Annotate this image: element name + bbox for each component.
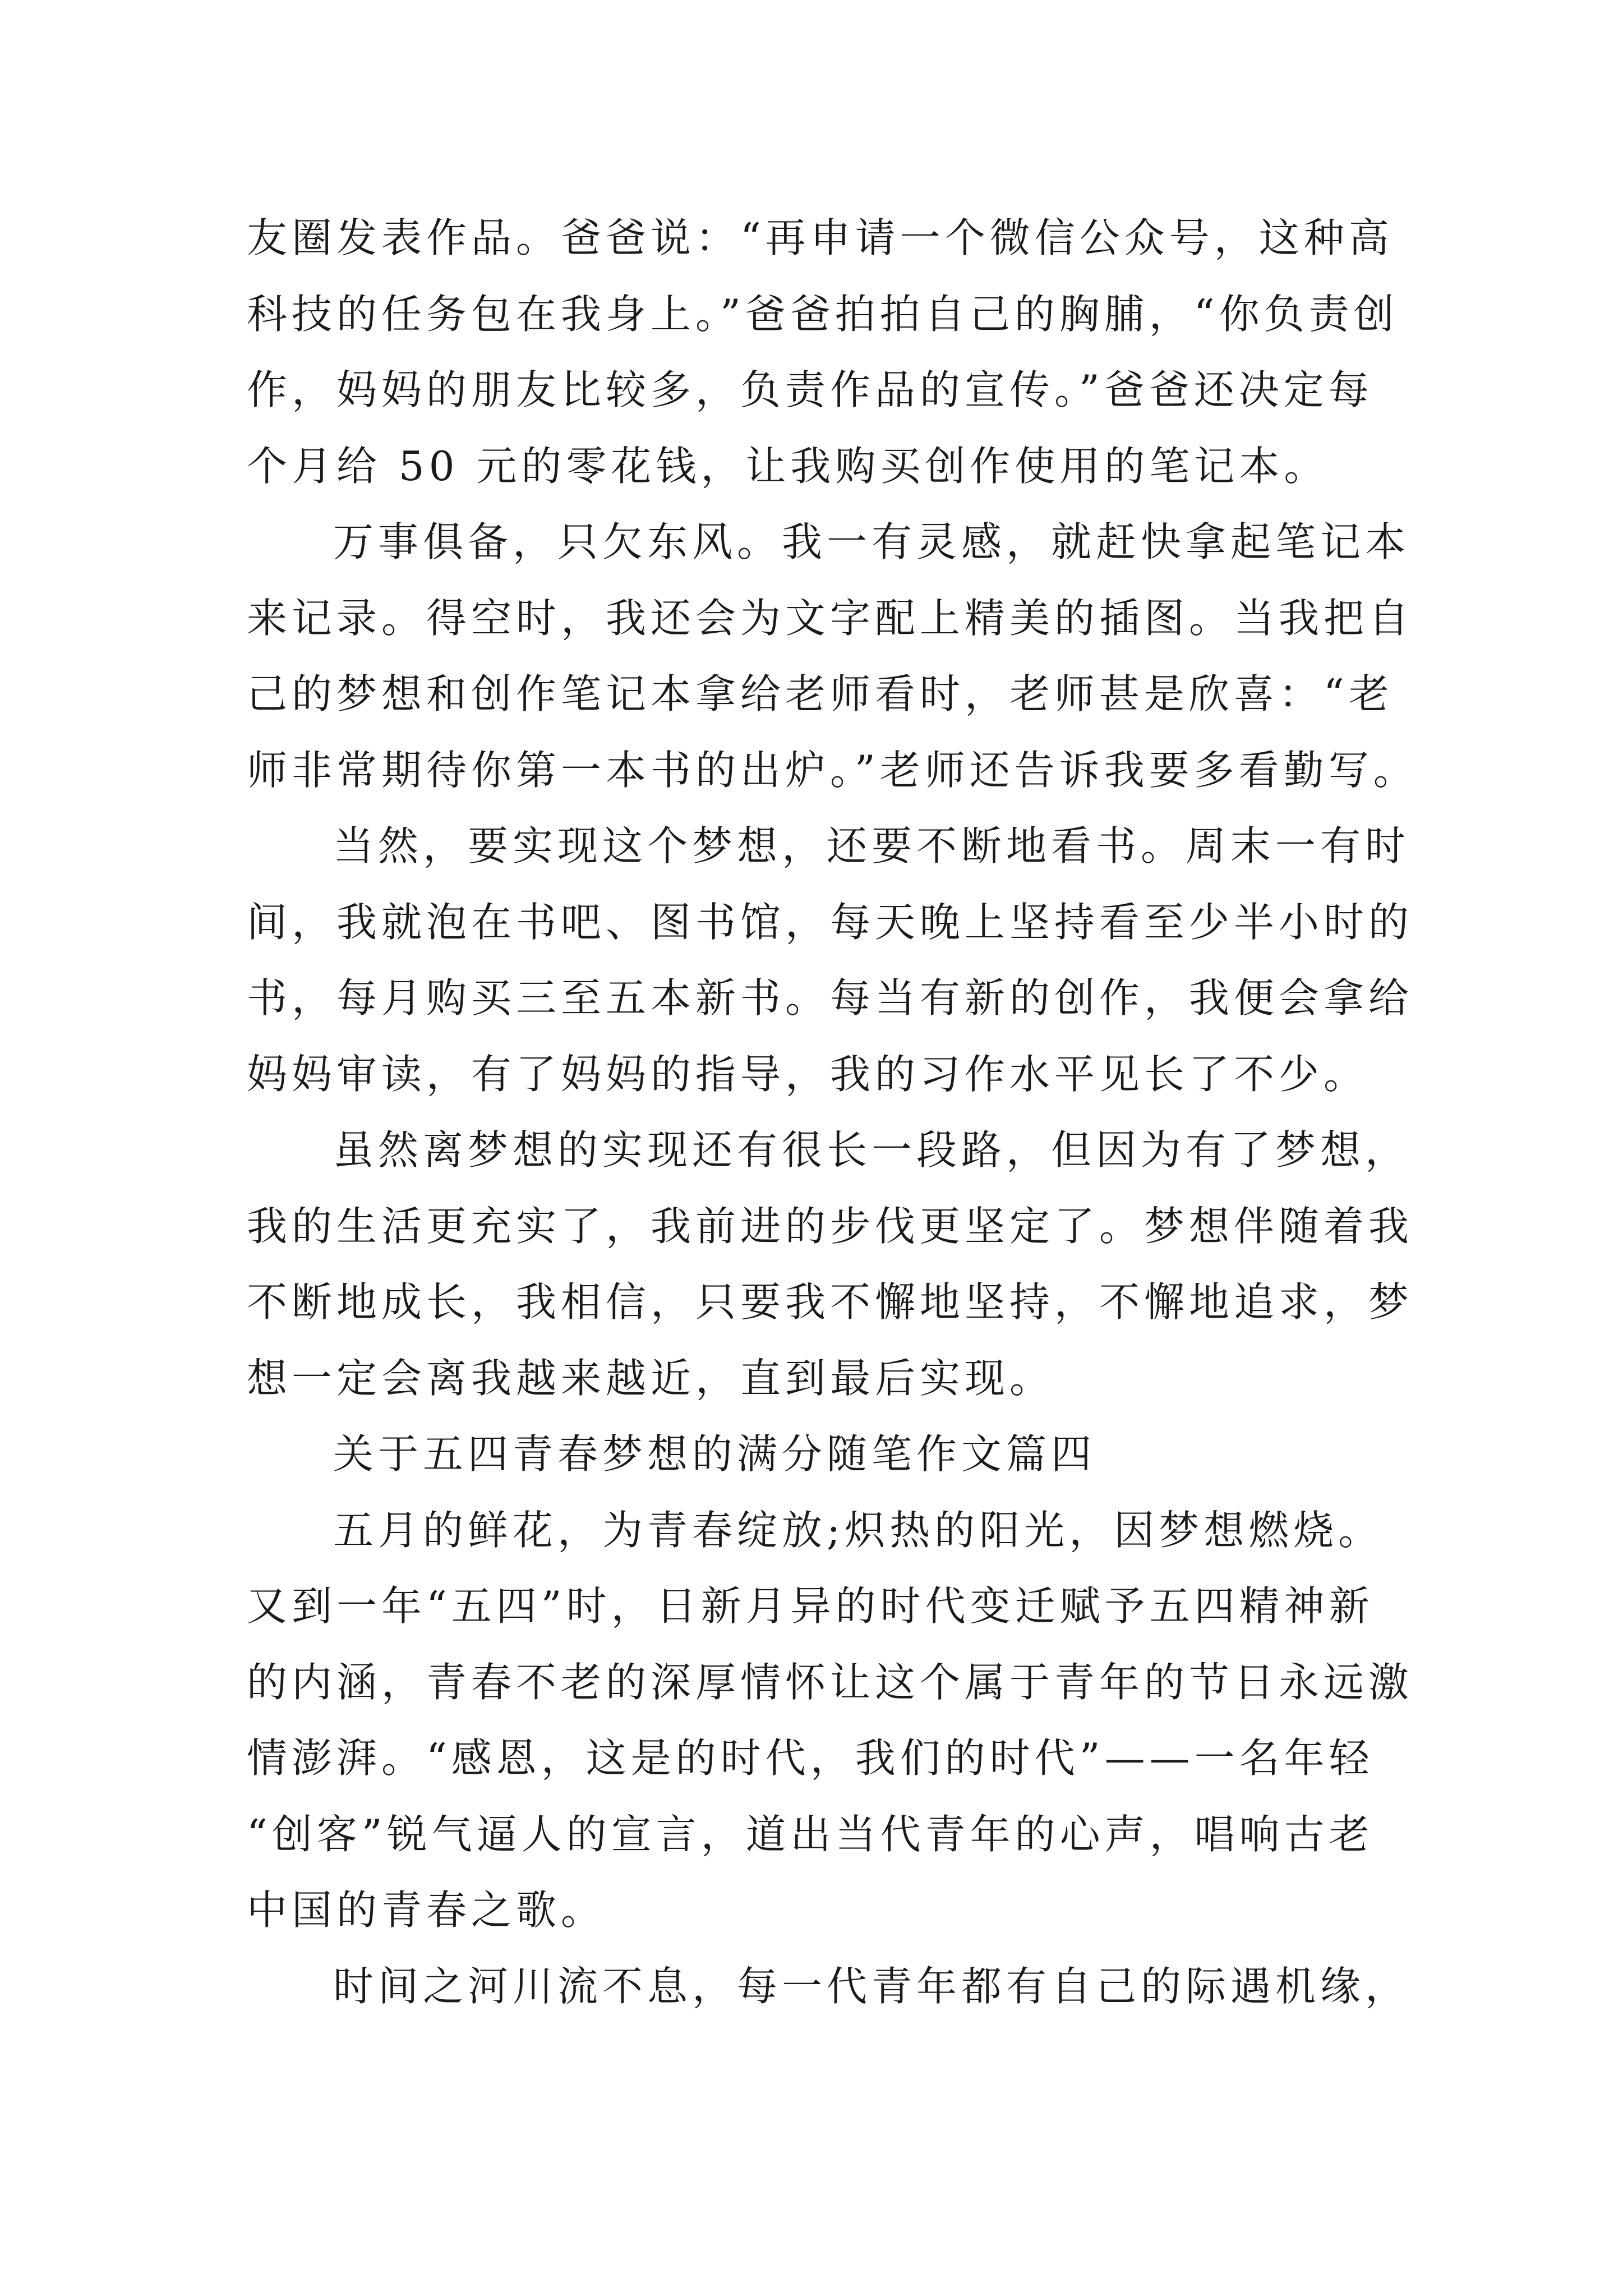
text-line: 个月给 50 元的零花钱，让我购买创作使用的笔记本。 (247, 443, 1329, 490)
text-line: 的内涵，青春不老的深厚情怀让这个属于青年的节日永远激 (247, 1659, 1414, 1706)
text-line: 作，妈妈的朋友比较多，负责作品的宣传。”爸爸还决定每 (247, 366, 1373, 413)
text-line: 不断地成长，我相信，只要我不懈地坚持，不懈地追求，梦 (247, 1278, 1414, 1326)
text-line: 己的梦想和创作笔记本拿给老师看时，老师甚是欣喜：“老 (247, 670, 1394, 717)
text-line: “创客”锐气逼人的宣言，道出当代青年的心声，唱响古老 (247, 1811, 1374, 1858)
paragraph-start-line: 虽然离梦想的实现还有很长一段路，但因为有了梦想， (333, 1126, 1410, 1174)
text-line: 师非常期待你第一本书的出炉。”老师还告诉我要多看勤写。 (247, 747, 1418, 794)
text-line: 妈妈审读，有了妈妈的指导，我的习作水平见长了不少。 (247, 1051, 1369, 1098)
text-line: 间，我就泡在书吧、图书馆，每天晚上坚持看至少半小时的 (247, 899, 1414, 946)
section-heading: 关于五四青春梦想的满分随笔作文篇四 (333, 1430, 1096, 1478)
text-line: 来记录。得空时，我还会为文字配上精美的插图。当我把自 (247, 595, 1414, 642)
paragraph-start-line: 万事俱备，只欠东风。我一有灵感，就赶快拿起笔记本 (333, 518, 1410, 565)
text-line: 科技的任务包在我身上。”爸爸拍拍自己的胸脯，“你负责创 (247, 291, 1399, 338)
text-line: 又到一年“五四”时，日新月异的时代变迁赋予五四精神新 (247, 1582, 1374, 1630)
paragraph-start-line: 五月的鲜花，为青春绽放;炽热的阳光，因梦想燃烧。 (333, 1507, 1384, 1554)
text-line: 书，每月购买三至五本新书。每当有新的创作，我便会拿给 (247, 974, 1414, 1022)
text-line: 友圈发表作品。爸爸说：“再申请一个微信公众号，这种高 (247, 214, 1394, 261)
paragraph-start-line: 当然，要实现这个梦想，还要不断地看书。周末一有时 (333, 822, 1410, 869)
text-line: 中国的青春之歌。 (247, 1887, 606, 1934)
text-line: 我的生活更充实了，我前进的步伐更坚定了。梦想伴随着我 (247, 1203, 1414, 1250)
paragraph-start-line: 时间之河川流不息，每一代青年都有自己的际遇机缘， (333, 1963, 1410, 2010)
text-line: 想一定会离我越来越近，直到最后实现。 (247, 1355, 1055, 1402)
text-line: 情澎湃。“感恩，这是的时代，我们的时代”——一名年轻 (247, 1734, 1374, 1782)
